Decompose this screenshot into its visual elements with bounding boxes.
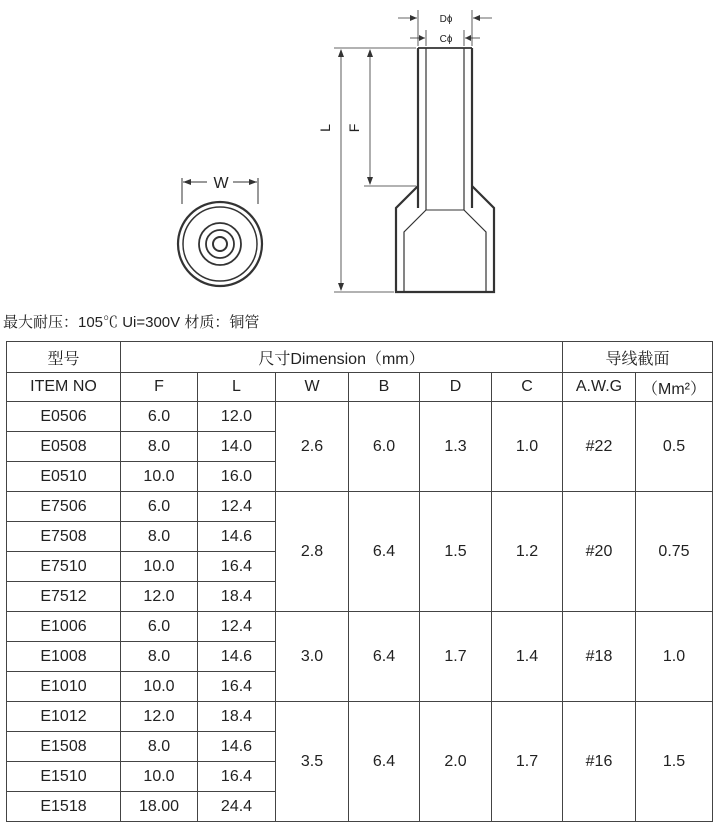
d-value: 1.3 [420, 402, 492, 492]
f-value: 8.0 [121, 732, 198, 762]
table-row [7, 612, 713, 642]
header-model-en: ITEM NO [7, 373, 121, 402]
mm2-value: 1.0 [636, 612, 713, 702]
w-value: 3.0 [276, 612, 349, 702]
table-row [7, 702, 713, 732]
c-label: Cɸ [439, 34, 453, 45]
l-value: 14.6 [198, 642, 276, 672]
f-value: 8.0 [121, 432, 198, 462]
l-value: 24.4 [198, 792, 276, 822]
item-no: E1006 [7, 612, 121, 642]
f-value: 6.0 [121, 402, 198, 432]
d-value: 1.5 [420, 492, 492, 612]
l-value: 14.6 [198, 522, 276, 552]
awg-value: #18 [563, 612, 636, 702]
f-value: 6.0 [121, 492, 198, 522]
w-value: 2.8 [276, 492, 349, 612]
l-label: L [317, 124, 333, 132]
item-no: E1518 [7, 792, 121, 822]
item-no: E1510 [7, 762, 121, 792]
item-no: E1010 [7, 672, 121, 702]
b-value: 6.4 [349, 612, 420, 702]
header-dimension: 尺寸Dimension（mm） [121, 342, 563, 373]
f-value: 18.00 [121, 792, 198, 822]
f-value: 8.0 [121, 522, 198, 552]
table-row [7, 492, 713, 522]
l-value: 12.0 [198, 402, 276, 432]
item-no: E7512 [7, 582, 121, 612]
table-row [7, 402, 713, 432]
b-value: 6.0 [349, 402, 420, 492]
f-value: 10.0 [121, 552, 198, 582]
l-value: 14.0 [198, 432, 276, 462]
item-no: E0510 [7, 462, 121, 492]
item-no: E1008 [7, 642, 121, 672]
awg-value: #22 [563, 402, 636, 492]
w-value: 2.6 [276, 402, 349, 492]
f-label: F [346, 123, 362, 133]
mm2-value: 0.75 [636, 492, 713, 612]
header-wire-section: 导线截面 [563, 342, 713, 373]
awg-value: #16 [563, 702, 636, 822]
item-no: E7510 [7, 552, 121, 582]
ferrule-drawing [0, 0, 716, 300]
c-value: 1.7 [492, 702, 563, 822]
f-value: 10.0 [121, 462, 198, 492]
col-header: C [492, 373, 563, 402]
spec-line: 最大耐压：105℃ Ui=300V 材质：铜管 [3, 314, 260, 331]
f-value: 6.0 [121, 612, 198, 642]
awg-value: #20 [563, 492, 636, 612]
b-value: 6.4 [349, 492, 420, 612]
c-value: 1.2 [492, 492, 563, 612]
col-header: （Mm²） [636, 373, 713, 402]
c-value: 1.0 [492, 402, 563, 492]
l-value: 12.4 [198, 612, 276, 642]
l-value: 16.4 [198, 762, 276, 792]
col-header: W [276, 373, 349, 402]
side-view [334, 10, 494, 292]
l-value: 16.0 [198, 462, 276, 492]
l-value: 18.4 [198, 702, 276, 732]
l-value: 16.4 [198, 552, 276, 582]
item-no: E0508 [7, 432, 121, 462]
item-no: E7506 [7, 492, 121, 522]
l-value: 14.6 [198, 732, 276, 762]
b-value: 6.4 [349, 702, 420, 822]
f-value: 10.0 [121, 672, 198, 702]
c-value: 1.4 [492, 612, 563, 702]
f-value: 12.0 [121, 702, 198, 732]
item-no: E7508 [7, 522, 121, 552]
col-header: D [420, 373, 492, 402]
mm2-value: 0.5 [636, 402, 713, 492]
w-label: W [213, 175, 229, 192]
item-no: E1508 [7, 732, 121, 762]
w-value: 3.5 [276, 702, 349, 822]
header-model-cn: 型号 [7, 342, 121, 373]
l-value: 16.4 [198, 672, 276, 702]
d-value: 2.0 [420, 702, 492, 822]
col-header: A.W.G [563, 373, 636, 402]
col-header: B [349, 373, 420, 402]
front-view [178, 178, 262, 286]
f-value: 8.0 [121, 642, 198, 672]
l-value: 12.4 [198, 492, 276, 522]
col-header: F [121, 373, 198, 402]
l-value: 18.4 [198, 582, 276, 612]
f-value: 10.0 [121, 762, 198, 792]
item-no: E0506 [7, 402, 121, 432]
d-value: 1.7 [420, 612, 492, 702]
col-header: L [198, 373, 276, 402]
d-label: Dɸ [439, 14, 453, 25]
spec-table [6, 341, 713, 822]
item-no: E1012 [7, 702, 121, 732]
f-value: 12.0 [121, 582, 198, 612]
mm2-value: 1.5 [636, 702, 713, 822]
